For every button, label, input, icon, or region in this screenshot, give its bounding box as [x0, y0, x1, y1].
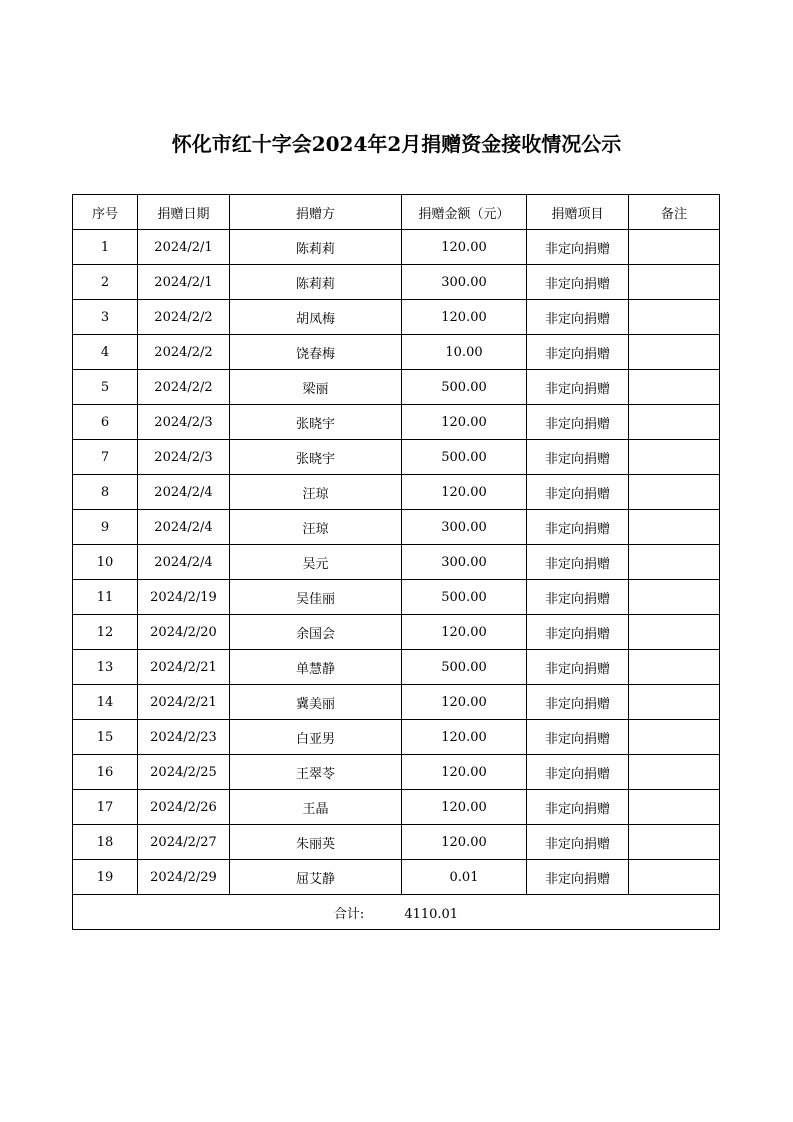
cell-project: 非定向捐赠 — [527, 615, 629, 650]
cell-project: 非定向捐赠 — [527, 440, 629, 475]
cell-remarks — [629, 650, 720, 685]
cell-donor: 吴佳丽 — [230, 580, 402, 615]
cell-index: 4 — [73, 335, 138, 370]
cell-amount: 120.00 — [402, 790, 527, 825]
table-row — [73, 790, 720, 825]
cell-donor: 汪琼 — [230, 475, 402, 510]
cell-amount: 120.00 — [402, 825, 527, 860]
cell-index: 15 — [73, 720, 138, 755]
cell-date: 2024/2/2 — [138, 370, 230, 405]
cell-project: 非定向捐赠 — [527, 755, 629, 790]
cell-date: 2024/2/3 — [138, 440, 230, 475]
total-cell — [73, 895, 720, 930]
table-row — [73, 650, 720, 685]
cell-donor: 陈莉莉 — [230, 230, 402, 265]
cell-remarks — [629, 615, 720, 650]
cell-project: 非定向捐赠 — [527, 790, 629, 825]
cell-donor: 梁丽 — [230, 370, 402, 405]
header-remarks: 备注 — [629, 195, 720, 230]
cell-donor: 汪琼 — [230, 510, 402, 545]
cell-date: 2024/2/4 — [138, 475, 230, 510]
cell-date: 2024/2/23 — [138, 720, 230, 755]
table-row — [73, 580, 720, 615]
cell-date: 2024/2/1 — [138, 230, 230, 265]
table-row — [73, 230, 720, 265]
cell-project: 非定向捐赠 — [527, 685, 629, 720]
cell-project: 非定向捐赠 — [527, 860, 629, 895]
header-project: 捐赠项目 — [527, 195, 629, 230]
cell-date: 2024/2/21 — [138, 685, 230, 720]
cell-amount: 120.00 — [402, 685, 527, 720]
cell-amount: 120.00 — [402, 300, 527, 335]
cell-project: 非定向捐赠 — [527, 510, 629, 545]
cell-project: 非定向捐赠 — [527, 580, 629, 615]
cell-date: 2024/2/25 — [138, 755, 230, 790]
cell-amount: 120.00 — [402, 475, 527, 510]
cell-donor: 张晓宇 — [230, 405, 402, 440]
cell-amount: 500.00 — [402, 440, 527, 475]
cell-project: 非定向捐赠 — [527, 545, 629, 580]
cell-donor: 屈艾静 — [230, 860, 402, 895]
cell-donor: 余国会 — [230, 615, 402, 650]
cell-donor: 白亚男 — [230, 720, 402, 755]
cell-amount: 120.00 — [402, 405, 527, 440]
total-label: 合计: — [333, 906, 365, 922]
cell-donor: 吴元 — [230, 545, 402, 580]
cell-date: 2024/2/2 — [138, 335, 230, 370]
table-header-row — [73, 195, 720, 230]
cell-remarks — [629, 265, 720, 300]
cell-remarks — [629, 335, 720, 370]
cell-index: 11 — [73, 580, 138, 615]
cell-remarks — [629, 300, 720, 335]
cell-index: 13 — [73, 650, 138, 685]
cell-project: 非定向捐赠 — [527, 230, 629, 265]
cell-index: 14 — [73, 685, 138, 720]
cell-donor: 张晓宇 — [230, 440, 402, 475]
table-row — [73, 860, 720, 895]
header-amount: 捐赠金额（元） — [402, 195, 527, 230]
cell-index: 9 — [73, 510, 138, 545]
cell-project: 非定向捐赠 — [527, 405, 629, 440]
cell-index: 7 — [73, 440, 138, 475]
cell-project: 非定向捐赠 — [527, 825, 629, 860]
total-value: 4110.01 — [404, 906, 459, 922]
cell-index: 16 — [73, 755, 138, 790]
cell-amount: 500.00 — [402, 580, 527, 615]
table-row — [73, 615, 720, 650]
cell-project: 非定向捐赠 — [527, 265, 629, 300]
cell-date: 2024/2/4 — [138, 510, 230, 545]
cell-donor: 王晶 — [230, 790, 402, 825]
cell-remarks — [629, 825, 720, 860]
cell-index: 6 — [73, 405, 138, 440]
cell-index: 12 — [73, 615, 138, 650]
cell-date: 2024/2/26 — [138, 790, 230, 825]
cell-amount: 500.00 — [402, 650, 527, 685]
cell-donor: 王翠苓 — [230, 755, 402, 790]
table-row — [73, 370, 720, 405]
cell-remarks — [629, 790, 720, 825]
cell-index: 1 — [73, 230, 138, 265]
cell-date: 2024/2/1 — [138, 265, 230, 300]
cell-remarks — [629, 545, 720, 580]
cell-donor: 朱丽英 — [230, 825, 402, 860]
cell-remarks — [629, 440, 720, 475]
cell-amount: 0.01 — [402, 860, 527, 895]
cell-project: 非定向捐赠 — [527, 370, 629, 405]
donations-table — [72, 194, 720, 930]
cell-date: 2024/2/4 — [138, 545, 230, 580]
table-body — [73, 230, 720, 895]
cell-project: 非定向捐赠 — [527, 300, 629, 335]
cell-donor: 陈莉莉 — [230, 265, 402, 300]
table-row — [73, 475, 720, 510]
cell-index: 2 — [73, 265, 138, 300]
total-row — [73, 895, 720, 930]
cell-remarks — [629, 860, 720, 895]
cell-date: 2024/2/3 — [138, 405, 230, 440]
cell-amount: 120.00 — [402, 755, 527, 790]
cell-date: 2024/2/19 — [138, 580, 230, 615]
cell-amount: 10.00 — [402, 335, 527, 370]
cell-amount: 120.00 — [402, 230, 527, 265]
cell-donor: 胡凤梅 — [230, 300, 402, 335]
cell-remarks — [629, 370, 720, 405]
cell-index: 10 — [73, 545, 138, 580]
table-row — [73, 265, 720, 300]
table-row — [73, 405, 720, 440]
cell-date: 2024/2/21 — [138, 650, 230, 685]
cell-amount: 120.00 — [402, 615, 527, 650]
cell-amount: 300.00 — [402, 510, 527, 545]
cell-amount: 500.00 — [402, 370, 527, 405]
table-row — [73, 335, 720, 370]
table-row — [73, 825, 720, 860]
cell-date: 2024/2/2 — [138, 300, 230, 335]
table-row — [73, 720, 720, 755]
cell-project: 非定向捐赠 — [527, 650, 629, 685]
cell-amount: 300.00 — [402, 265, 527, 300]
cell-index: 19 — [73, 860, 138, 895]
cell-remarks — [629, 685, 720, 720]
table-row — [73, 510, 720, 545]
cell-index: 17 — [73, 790, 138, 825]
cell-remarks — [629, 475, 720, 510]
cell-project: 非定向捐赠 — [527, 475, 629, 510]
cell-date: 2024/2/29 — [138, 860, 230, 895]
cell-remarks — [629, 510, 720, 545]
cell-remarks — [629, 405, 720, 440]
cell-amount: 120.00 — [402, 720, 527, 755]
cell-project: 非定向捐赠 — [527, 335, 629, 370]
cell-remarks — [629, 720, 720, 755]
cell-index: 8 — [73, 475, 138, 510]
cell-remarks — [629, 580, 720, 615]
cell-remarks — [629, 230, 720, 265]
cell-date: 2024/2/20 — [138, 615, 230, 650]
cell-amount: 300.00 — [402, 545, 527, 580]
table-row — [73, 545, 720, 580]
cell-date: 2024/2/27 — [138, 825, 230, 860]
cell-index: 18 — [73, 825, 138, 860]
header-index: 序号 — [73, 195, 138, 230]
cell-index: 3 — [73, 300, 138, 335]
header-date: 捐赠日期 — [138, 195, 230, 230]
header-donor: 捐赠方 — [230, 195, 402, 230]
table-row — [73, 440, 720, 475]
table-row — [73, 755, 720, 790]
cell-donor: 冀美丽 — [230, 685, 402, 720]
cell-index: 5 — [73, 370, 138, 405]
table-row — [73, 300, 720, 335]
page-title: 怀化市红十字会2024年2月捐赠资金接收情况公示 — [171, 132, 622, 156]
cell-project: 非定向捐赠 — [527, 720, 629, 755]
cell-donor: 饶春梅 — [230, 335, 402, 370]
cell-remarks — [629, 755, 720, 790]
cell-donor: 单慧静 — [230, 650, 402, 685]
table-row — [73, 685, 720, 720]
